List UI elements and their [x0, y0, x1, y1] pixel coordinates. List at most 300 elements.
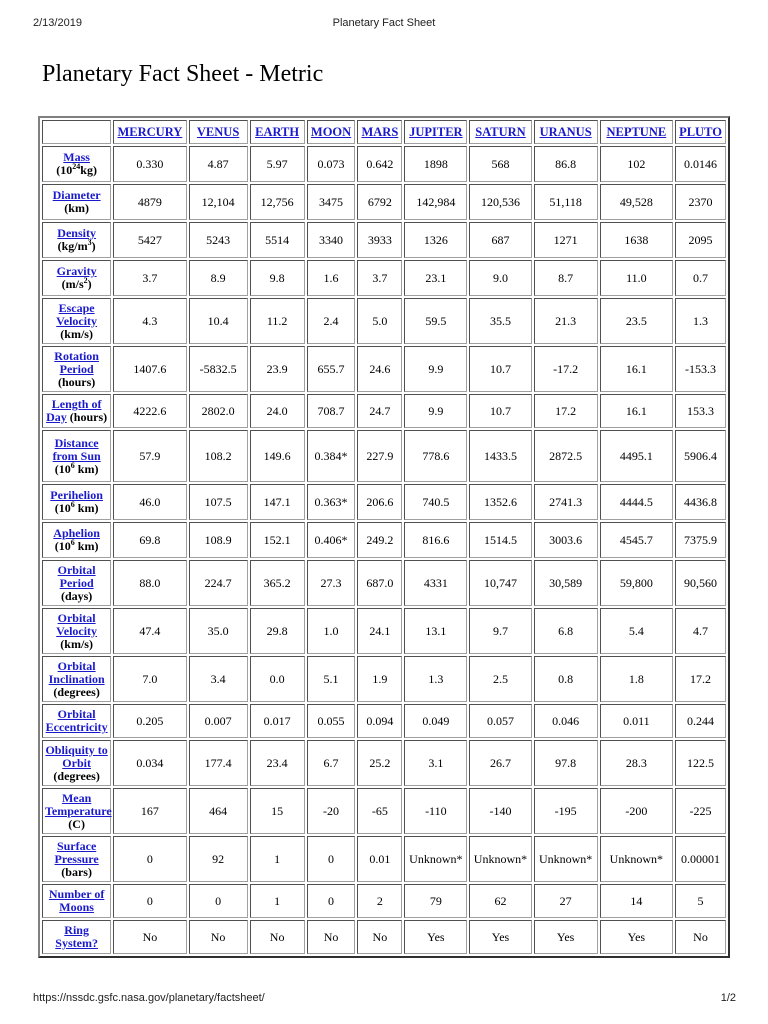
value-cell: 35.0 [189, 608, 248, 654]
table-row [42, 836, 726, 882]
table-row [42, 608, 726, 654]
table-row [42, 920, 726, 954]
row-unit [61, 865, 92, 879]
row-unit-text: (C) [68, 816, 85, 831]
value-cell: 9.0 [469, 260, 531, 296]
table-row [42, 740, 726, 786]
row-label-cell [42, 836, 111, 882]
row-unit-text: km) [74, 539, 99, 553]
row-unit [64, 201, 89, 215]
row-unit-text: (degrees) [53, 684, 100, 699]
planet-link-uranus[interactable]: URANUS [539, 124, 592, 139]
value-cell: 5427 [113, 222, 186, 258]
row-unit-text: (hours) [57, 374, 96, 389]
value-cell: 15 [250, 788, 305, 834]
value-cell: 0.384* [307, 430, 356, 482]
column-header-saturn [469, 120, 531, 144]
value-cell: Unknown* [600, 836, 673, 882]
value-cell: 5514 [250, 222, 305, 258]
value-cell: 4222.6 [113, 394, 186, 428]
value-cell: No [357, 920, 402, 954]
value-cell: 16.1 [600, 346, 673, 392]
value-cell: 1352.6 [469, 484, 531, 520]
row-unit-text: (10 [56, 163, 73, 177]
fact-table-container [38, 116, 730, 986]
value-cell: 88.0 [113, 560, 186, 606]
row-label-cell [42, 222, 111, 258]
page-number: 1/2 [720, 992, 736, 1004]
value-cell: 4.87 [189, 146, 248, 182]
row-label-link[interactable]: Mass [63, 150, 90, 164]
value-cell: 177.4 [189, 740, 248, 786]
row-unit-text: km) [74, 461, 99, 476]
value-cell: 2802.0 [189, 394, 248, 428]
value-cell: 59.5 [404, 298, 467, 344]
value-cell: 0.7 [675, 260, 726, 296]
value-cell: 0 [113, 836, 186, 882]
value-cell: -225 [675, 788, 726, 834]
value-cell: 49,528 [600, 184, 673, 220]
value-cell: 227.9 [357, 430, 402, 482]
row-unit [68, 817, 85, 831]
value-cell: No [250, 920, 305, 954]
value-cell: 0.046 [534, 704, 598, 738]
value-cell: 108.2 [189, 430, 248, 482]
row-unit-text: (degrees) [53, 768, 100, 783]
row-unit-exponent: 3 [87, 238, 92, 247]
value-cell: 27.3 [307, 560, 356, 606]
value-cell: 1514.5 [469, 522, 531, 558]
value-cell: 97.8 [534, 740, 598, 786]
value-cell: 17.2 [534, 394, 598, 428]
value-cell: 1407.6 [113, 346, 186, 392]
row-label-link[interactable]: Density [57, 226, 96, 240]
value-cell: 14 [600, 884, 673, 918]
row-unit-text: km) [74, 501, 99, 515]
value-cell: 3.7 [113, 260, 186, 296]
value-cell: Yes [600, 920, 673, 954]
row-label-link[interactable]: Diameter [52, 188, 101, 202]
value-cell: 4331 [404, 560, 467, 606]
row-label-link[interactable]: Orbital Inclination [48, 658, 105, 686]
value-cell: 1326 [404, 222, 467, 258]
row-unit [53, 685, 99, 699]
page-title: Planetary Fact Sheet - Metric [42, 61, 324, 87]
value-cell: No [189, 920, 248, 954]
value-cell: 7375.9 [675, 522, 726, 558]
value-cell: 29.8 [250, 608, 305, 654]
value-cell: 3340 [307, 222, 356, 258]
value-cell: -153.3 [675, 346, 726, 392]
row-unit [60, 327, 93, 341]
row-label-cell [42, 184, 111, 220]
value-cell: 2095 [675, 222, 726, 258]
row-label-cell [42, 430, 111, 482]
column-header-mars [357, 120, 402, 144]
row-unit [55, 462, 99, 476]
value-cell: 16.1 [600, 394, 673, 428]
column-header-venus [189, 120, 248, 144]
value-cell: 0.0146 [675, 146, 726, 182]
value-cell: 5.4 [600, 608, 673, 654]
table-row [42, 484, 726, 520]
row-label-cell [42, 884, 111, 918]
column-header-pluto [675, 120, 726, 144]
table-row [42, 298, 726, 344]
value-cell: 23.9 [250, 346, 305, 392]
value-cell: 46.0 [113, 484, 186, 520]
row-label-cell [42, 346, 111, 392]
value-cell: -5832.5 [189, 346, 248, 392]
row-label-cell [42, 656, 111, 702]
row-label-link[interactable]: Orbital Eccentricity [45, 707, 108, 734]
print-date: 2/13/2019 [33, 17, 82, 29]
value-cell: 778.6 [404, 430, 467, 482]
value-cell: 0.094 [357, 704, 402, 738]
value-cell: 59,800 [600, 560, 673, 606]
value-cell: 57.9 [113, 430, 186, 482]
value-cell: 51,118 [534, 184, 598, 220]
row-label-link[interactable]: Distance from Sun [52, 435, 101, 463]
row-unit-text: ) [87, 277, 92, 291]
value-cell: 90,560 [675, 560, 726, 606]
value-cell: 69.8 [113, 522, 186, 558]
row-unit [58, 239, 96, 253]
value-cell: 3.4 [189, 656, 248, 702]
value-cell: 28.3 [600, 740, 673, 786]
value-cell: 47.4 [113, 608, 186, 654]
value-cell: 0.007 [189, 704, 248, 738]
value-cell: 6792 [357, 184, 402, 220]
row-unit-exponent: 6 [70, 538, 75, 547]
row-label-link[interactable]: Gravity [56, 264, 97, 278]
table-row [42, 884, 726, 918]
row-unit-exponent: 6 [70, 460, 75, 470]
column-header-uranus [534, 120, 598, 144]
row-label-link[interactable]: Orbital Period [57, 562, 96, 590]
value-cell: 5.97 [250, 146, 305, 182]
value-cell: 35.5 [469, 298, 531, 344]
planet-link-mercury[interactable]: MERCURY [117, 124, 183, 139]
value-cell: 5 [675, 884, 726, 918]
value-cell: 25.2 [357, 740, 402, 786]
value-cell: -20 [307, 788, 356, 834]
value-cell: 4.7 [675, 608, 726, 654]
column-header-mercury [113, 120, 186, 144]
planet-link-pluto[interactable]: PLUTO [679, 124, 722, 139]
value-cell: 0.049 [404, 704, 467, 738]
value-cell: 12,104 [189, 184, 248, 220]
value-cell: 9.9 [404, 394, 467, 428]
value-cell: 102 [600, 146, 673, 182]
value-cell: 10.7 [469, 394, 531, 428]
value-cell: 0.363* [307, 484, 356, 520]
value-cell: 7.0 [113, 656, 186, 702]
value-cell: 708.7 [307, 394, 356, 428]
value-cell: 687.0 [357, 560, 402, 606]
value-cell: 86.8 [534, 146, 598, 182]
planet-link-venus[interactable]: VENUS [196, 124, 240, 139]
row-unit-text: kg) [80, 163, 97, 177]
value-cell: 11.0 [600, 260, 673, 296]
value-cell: 8.9 [189, 260, 248, 296]
value-cell: 108.9 [189, 522, 248, 558]
corner-cell [42, 120, 111, 144]
value-cell: 2872.5 [534, 430, 598, 482]
value-cell: 0.205 [113, 704, 186, 738]
value-cell: 21.3 [534, 298, 598, 344]
value-cell: 167 [113, 788, 186, 834]
value-cell: 1 [250, 836, 305, 882]
value-cell: 10.7 [469, 346, 531, 392]
value-cell: 0 [113, 884, 186, 918]
value-cell: 0.055 [307, 704, 356, 738]
value-cell: No [307, 920, 356, 954]
column-header-neptune [600, 120, 673, 144]
value-cell: 1898 [404, 146, 467, 182]
row-label-cell [42, 740, 111, 786]
value-cell: 153.3 [675, 394, 726, 428]
row-label-link[interactable]: Rotation Period [54, 348, 99, 376]
value-cell: 10,747 [469, 560, 531, 606]
row-label-link[interactable]: Escape Velocity [56, 300, 98, 328]
row-unit [58, 375, 95, 389]
value-cell: 3475 [307, 184, 356, 220]
row-unit-text: (hours) [69, 410, 108, 424]
value-cell: 26.7 [469, 740, 531, 786]
value-cell: 149.6 [250, 430, 305, 482]
value-cell: 0.073 [307, 146, 356, 182]
value-cell: 365.2 [250, 560, 305, 606]
value-cell: 0.0 [250, 656, 305, 702]
value-cell: 3933 [357, 222, 402, 258]
planet-link-neptune[interactable]: NEPTUNE [606, 124, 667, 139]
value-cell: 9.7 [469, 608, 531, 654]
table-row [42, 394, 726, 428]
row-unit-text: ) [91, 239, 96, 253]
value-cell: 0.017 [250, 704, 305, 738]
row-label-link[interactable]: Surface Pressure [54, 838, 99, 866]
value-cell: -17.2 [534, 346, 598, 392]
value-cell: Yes [534, 920, 598, 954]
row-label-link[interactable]: Number of Moons [48, 887, 105, 914]
value-cell: 24.0 [250, 394, 305, 428]
value-cell: 17.2 [675, 656, 726, 702]
value-cell: 1271 [534, 222, 598, 258]
value-cell: 5.0 [357, 298, 402, 344]
value-cell: 11.2 [250, 298, 305, 344]
table-row [42, 146, 726, 182]
row-label-link[interactable]: Length of Day [46, 397, 102, 424]
value-cell: 92 [189, 836, 248, 882]
row-label-cell [42, 146, 111, 182]
planet-link-mars[interactable]: MARS [361, 124, 399, 139]
value-cell: Unknown* [404, 836, 467, 882]
value-cell: 9.8 [250, 260, 305, 296]
row-label-cell [42, 788, 111, 834]
table-row [42, 656, 726, 702]
value-cell: 24.6 [357, 346, 402, 392]
value-cell: 0 [189, 884, 248, 918]
value-cell: 23.5 [600, 298, 673, 344]
value-cell: 740.5 [404, 484, 467, 520]
table-row [42, 788, 726, 834]
value-cell: 107.5 [189, 484, 248, 520]
value-cell: 0 [307, 884, 356, 918]
value-cell: 3003.6 [534, 522, 598, 558]
row-unit [62, 277, 92, 291]
value-cell: 23.4 [250, 740, 305, 786]
value-cell: 0.244 [675, 704, 726, 738]
fact-table [38, 116, 730, 958]
value-cell: 30,589 [534, 560, 598, 606]
value-cell: -195 [534, 788, 598, 834]
value-cell: 2.5 [469, 656, 531, 702]
value-cell: 568 [469, 146, 531, 182]
value-cell: 1.6 [307, 260, 356, 296]
value-cell: 0.642 [357, 146, 402, 182]
row-label-link[interactable]: Perihelion [50, 488, 103, 502]
planet-link-moon[interactable]: MOON [310, 124, 352, 139]
row-label-cell [42, 920, 111, 954]
row-unit-exponent: 24 [72, 162, 81, 171]
value-cell: Unknown* [534, 836, 598, 882]
row-label-link[interactable]: Ring System? [55, 923, 98, 950]
value-cell: 249.2 [357, 522, 402, 558]
table-row [42, 522, 726, 558]
value-cell: 152.1 [250, 522, 305, 558]
value-cell: 2370 [675, 184, 726, 220]
value-cell: 0.01 [357, 836, 402, 882]
value-cell: 142,984 [404, 184, 467, 220]
row-unit-exponent: 6 [70, 500, 75, 509]
row-label-cell [42, 704, 111, 738]
row-label-cell [42, 608, 111, 654]
row-unit-text: (bars) [61, 864, 92, 879]
row-unit-text: (km/s) [60, 636, 93, 651]
row-unit [53, 769, 99, 783]
planet-link-saturn[interactable]: SATURN [475, 124, 526, 139]
row-label-cell [42, 522, 111, 558]
value-cell: 1 [250, 884, 305, 918]
planet-link-earth[interactable]: EARTH [255, 124, 300, 139]
value-cell: 62 [469, 884, 531, 918]
fact-table-body [42, 146, 726, 954]
column-header-moon [307, 120, 356, 144]
value-cell: 8.7 [534, 260, 598, 296]
table-row [42, 184, 726, 220]
row-unit [60, 637, 93, 651]
value-cell: 147.1 [250, 484, 305, 520]
value-cell: 4495.1 [600, 430, 673, 482]
value-cell: 4444.5 [600, 484, 673, 520]
row-unit-text: (m/s [61, 277, 84, 291]
table-row [42, 560, 726, 606]
row-unit-text: (km/s) [60, 326, 93, 341]
value-cell: 1.3 [404, 656, 467, 702]
row-unit [56, 163, 97, 177]
value-cell: 2.4 [307, 298, 356, 344]
value-cell: -110 [404, 788, 467, 834]
table-row [42, 346, 726, 392]
print-title: Planetary Fact Sheet [332, 17, 436, 29]
value-cell: 206.6 [357, 484, 402, 520]
row-unit [55, 539, 99, 553]
value-cell: 224.7 [189, 560, 248, 606]
value-cell: 655.7 [307, 346, 356, 392]
row-label-link[interactable]: Orbital Velocity [56, 610, 98, 638]
value-cell: Unknown* [469, 836, 531, 882]
value-cell: 4.3 [113, 298, 186, 344]
value-cell: 0.00001 [675, 836, 726, 882]
value-cell: 4545.7 [600, 522, 673, 558]
row-unit-text: (km) [64, 201, 89, 215]
value-cell: 9.9 [404, 346, 467, 392]
value-cell: 13.1 [404, 608, 467, 654]
row-unit-text: (10 [54, 461, 71, 476]
value-cell: 1.0 [307, 608, 356, 654]
row-unit-text: (10 [54, 501, 71, 515]
value-cell: 1.3 [675, 298, 726, 344]
row-unit [55, 501, 99, 515]
print-footer [0, 992, 768, 1008]
value-cell: -140 [469, 788, 531, 834]
value-cell: 4436.8 [675, 484, 726, 520]
header-row [42, 120, 726, 144]
value-cell: -65 [357, 788, 402, 834]
row-label-cell [42, 298, 111, 344]
value-cell: 816.6 [404, 522, 467, 558]
row-label-link[interactable]: Aphelion [53, 526, 100, 540]
value-cell: 1433.5 [469, 430, 531, 482]
value-cell: No [113, 920, 186, 954]
value-cell: 1.8 [600, 656, 673, 702]
value-cell: 0.406* [307, 522, 356, 558]
table-row [42, 222, 726, 258]
row-label-link[interactable]: Obliquity to Orbit [45, 742, 108, 770]
value-cell: No [675, 920, 726, 954]
row-unit-exponent: 2 [83, 276, 88, 285]
value-cell: Yes [404, 920, 467, 954]
column-header-earth [250, 120, 305, 144]
value-cell: 2741.3 [534, 484, 598, 520]
value-cell: -200 [600, 788, 673, 834]
planet-link-jupiter[interactable]: JUPITER [409, 124, 463, 139]
value-cell: 1638 [600, 222, 673, 258]
value-cell: 464 [189, 788, 248, 834]
table-row [42, 260, 726, 296]
row-unit [61, 589, 92, 603]
value-cell: 23.1 [404, 260, 467, 296]
row-unit [70, 410, 107, 424]
value-cell: 24.7 [357, 394, 402, 428]
row-label-cell [42, 394, 111, 428]
table-row [42, 704, 726, 738]
value-cell: 0.034 [113, 740, 186, 786]
row-label-cell [42, 560, 111, 606]
row-unit-text: (10 [54, 539, 71, 553]
print-header [0, 14, 768, 30]
row-label-cell [42, 260, 111, 296]
table-row [42, 430, 726, 482]
value-cell: 1.9 [357, 656, 402, 702]
row-label-link[interactable]: Mean Temperature [45, 790, 112, 818]
value-cell: 3.7 [357, 260, 402, 296]
value-cell: 0 [307, 836, 356, 882]
row-unit-text: (days) [60, 588, 93, 603]
value-cell: 5.1 [307, 656, 356, 702]
value-cell: 3.1 [404, 740, 467, 786]
